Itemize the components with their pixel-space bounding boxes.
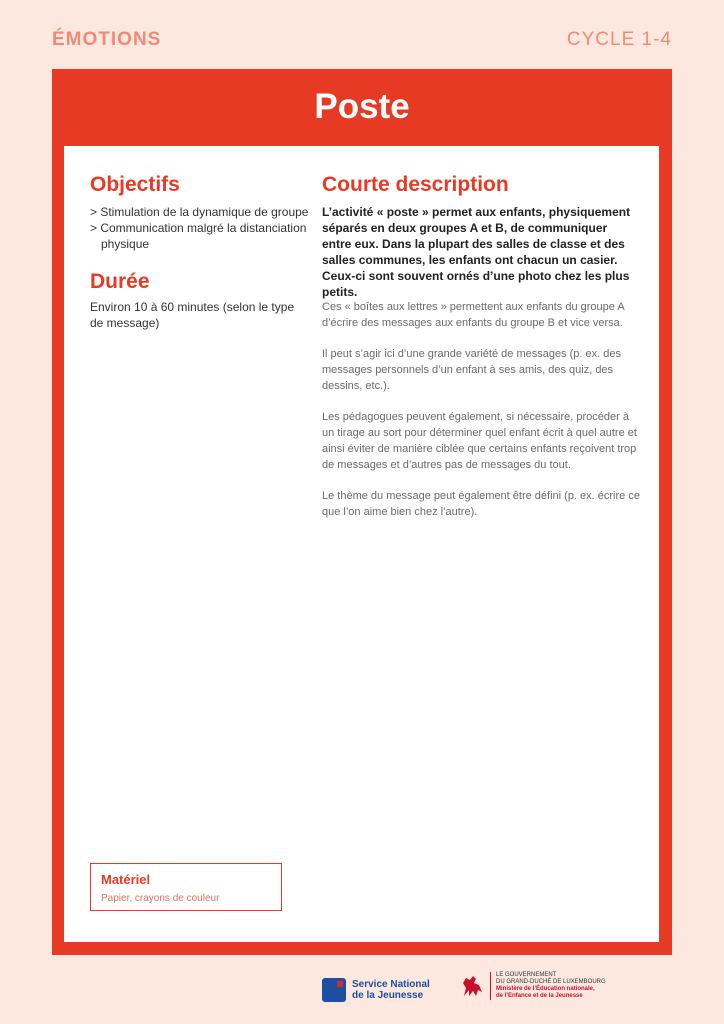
lion-icon bbox=[458, 972, 491, 1000]
snj-name-line: de la Jeunesse bbox=[352, 990, 424, 1001]
duree-heading: Durée bbox=[90, 270, 150, 293]
page-title: Poste bbox=[314, 87, 410, 126]
gov-name-line: DU GRAND-DUCHÉ DE LUXEMBOURG bbox=[496, 979, 606, 985]
description-paragraph: Les pédagogues peuvent également, si nécessaire, procéder à un tirage au sort pour déterminer quel enfant écrit à quel autre et ainsi éviter de manière ciblée que certains enfants reçoivent trop de messages et d’autres pas de messages du tout. bbox=[322, 411, 637, 471]
description-heading: Courte description bbox=[322, 173, 509, 196]
objectifs-heading: Objectifs bbox=[90, 173, 180, 196]
duree-text: Environ 10 à 60 minutes (selon le type de message) bbox=[90, 300, 295, 330]
materiel-box bbox=[90, 863, 282, 911]
description-paragraph: Il peut s’agir ici d’une grande variété de messages (p. ex. des messages personnels d’un enfant à ses amis, des quiz, des dessins, etc.). bbox=[322, 348, 621, 392]
snj-mark-icon bbox=[322, 978, 346, 1002]
description-paragraph: Ces « boîtes aux lettres » permettent aux enfants du groupe A d’écrire des messages aux enfants du groupe B et vice versa. bbox=[322, 301, 625, 329]
materiel-heading: Matériel bbox=[101, 872, 151, 887]
header-cycle: CYCLE 1-4 bbox=[566, 29, 672, 50]
gov-name-line: LE GOUVERNEMENT bbox=[496, 972, 557, 978]
list-item: > Communication malgré la distanciation physique bbox=[90, 221, 307, 251]
materiel-text: Papier, crayons de couleur bbox=[101, 893, 220, 904]
ministry-line: de l’Enfance et de la Jeunesse bbox=[496, 993, 583, 999]
activity-card bbox=[52, 69, 672, 955]
description-paragraph: Le thème du message peut également être défini (p. ex. écrire ce que l’on aime bien chez l’autre). bbox=[322, 490, 640, 518]
content-panel bbox=[64, 146, 659, 942]
header-category: ÉMOTIONS bbox=[52, 29, 162, 50]
snj-logo bbox=[322, 978, 430, 1002]
description-intro: L’activité « poste » permet aux enfants, physiquement séparés en deux groupes A et B, de communiquer entre eux. Dans la plupart des salles de classe et des salles communes, les enfants ont chacun un casier. Ceux-ci sont souvent ornés d’une photo chez les plus petits. bbox=[322, 205, 631, 299]
ministry-line: Ministère de l’Éducation nationale, bbox=[496, 986, 595, 992]
objectifs-list bbox=[90, 204, 320, 252]
list-item: > Stimulation de la dynamique de groupe bbox=[90, 205, 309, 219]
snj-name-line: Service National bbox=[352, 979, 430, 990]
government-logo bbox=[458, 972, 606, 1000]
